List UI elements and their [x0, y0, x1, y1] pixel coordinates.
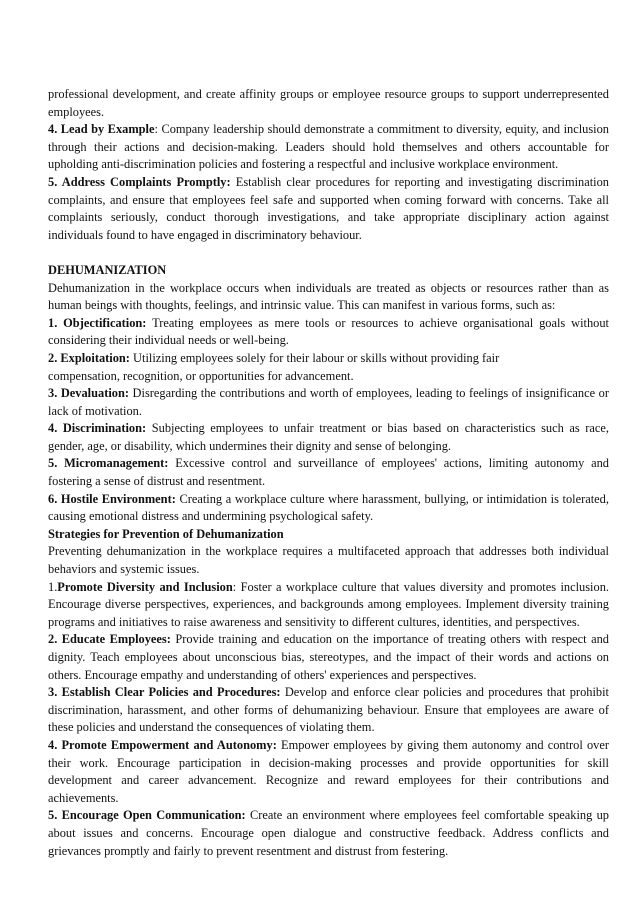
list-item-text: Empower employees by giving them autonomy and control over their work. Encourage participation in decision-making processes and provide opportunities for skill development and career advancement. Recognize and reward employees for their contributions and achievements.	[48, 737, 609, 805]
document-page	[48, 86, 609, 860]
list-item	[48, 385, 609, 420]
list-item	[48, 737, 609, 807]
list-item: 1.Promote Diversity and Inclusion: Foster a workplace culture that values diversity and promotes inclusion. Encourage diverse perspectives, experiences, and backgrounds among employees. Implement diversity training programs and initiatives to raise awareness and sensitivity to different cultures, identities, and perspectives.	[48, 579, 609, 629]
list-item-text: Develop and enforce clear policies and procedures that prohibit discrimination, harassment, and other forms of dehumanizing behaviour. Ensure that employees are aware of these policies and understand the consequences of violating them.	[48, 685, 609, 735]
list-item-label: 3. Devaluation:	[48, 386, 129, 401]
section-heading-strategies: Strategies for Prevention of Dehumanization	[48, 526, 284, 541]
intro-fragment: professional development, and create affinity groups or employee resource groups to support underrepresented employees.	[48, 87, 609, 119]
list-item	[48, 350, 609, 385]
list-item-text: Excessive control and surveillance of employees' actions, limiting autonomy and fostering a sense of distrust and resentment.	[48, 456, 609, 489]
list-item	[48, 315, 609, 350]
list-item	[48, 174, 609, 244]
list-item-number: 1.	[48, 579, 58, 594]
section-intro: Preventing dehumanization in the workplace requires a multifaceted approach that addresses both individual behaviors and systemic issues.	[48, 544, 609, 577]
list-item	[48, 420, 609, 455]
list-item	[48, 631, 609, 684]
list-item-label: 4. Lead by Example	[48, 122, 155, 137]
list-item-label: Promote Diversity and Inclusion	[57, 579, 233, 594]
list-item-text: Creating a workplace culture where harassment, bullying, or intimidation is tolerated, causing emotional distress and undermining psychological safety.	[48, 491, 609, 524]
list-item	[48, 455, 609, 490]
list-item-label: 5. Micromanagement:	[48, 456, 169, 471]
list-item-label: 6. Hostile Environment:	[48, 491, 176, 506]
list-item-text: Create an environment where employees feel comfortable speaking up about issues and concerns. Encourage open dialogue and constructive feedback. Address conflicts and grievances promptly and fairly to prevent resentment and distrust from festering.	[48, 808, 609, 858]
list-item-label: 1. Objectification:	[48, 315, 147, 330]
list-item-label: 5. Address Complaints Promptly:	[48, 174, 231, 189]
list-item-label: 2. Educate Employees:	[48, 632, 171, 647]
section-heading-dehumanization: DEHUMANIZATION	[48, 262, 167, 277]
list-item-text-continued: compensation, recognition, or opportunities for advancement.	[48, 368, 354, 383]
list-item-text: Subjecting employees to unfair treatment or bias based on characteristics such as race, gender, age, or disability, which undermines their dignity and sense of belonging.	[48, 421, 609, 453]
list-item-label: 3. Establish Clear Policies and Procedures:	[48, 685, 281, 700]
list-item-text: Disregarding the contributions and worth of employees, leading to feelings of insignificance or lack of motivation.	[48, 386, 609, 418]
list-item-label: 4. Discrimination:	[48, 421, 147, 436]
list-item: 4. Lead by Example: Company leadership should demonstrate a commitment to diversity, equity, and inclusion through their actions and decision-making. Leaders should hold themselves and others accountable for upholding anti-discrimination policies and fostering a respectful and inclusive workplace environment.	[48, 122, 609, 172]
list-item-text: Utilizing employees solely for their labour or skills without providing fair	[133, 350, 500, 365]
list-item	[48, 491, 609, 526]
list-item-text: Provide training and education on the importance of treating others with respect and dignity. Teach employees about unconscious bias, stereotypes, and the impact of their words and actions on others. Encourage empathy and understanding of others' experiences and perspectives.	[48, 632, 609, 682]
list-item-label: 5. Encourage Open Communication:	[48, 808, 246, 823]
list-item	[48, 807, 609, 860]
list-item-text: Foster a workplace culture that values diversity and promotes inclusion. Encourage diverse perspectives, experiences, and backgrounds among employees. Implement diversity training programs and initiatives to raise awareness and sensitivity to different cultures, identities, and perspectives.	[48, 579, 609, 629]
list-item-text: Treating employees as mere tools or resources to achieve organisational goals without considering their individual needs or well-being.	[48, 315, 609, 348]
list-item-text: Company leadership should demonstrate a commitment to diversity, equity, and inclusion through their actions and decision-making. Leaders should hold themselves and others accountable for upholding anti-discrimination policies and fostering a respectful and inclusive workplace environment.	[48, 122, 609, 172]
section-intro: Dehumanization in the workplace occurs when individuals are treated as objects or resources rather than as human beings with thoughts, feelings, and intrinsic value. This can manifest in various forms, such as:	[48, 280, 609, 313]
list-item-label: 2. Exploitation:	[48, 350, 130, 365]
list-item-label: 4. Promote Empowerment and Autonomy:	[48, 737, 277, 752]
list-item-text: Establish clear procedures for reporting and investigating discrimination complaints, and ensure that employees feel safe and supported when coming forward with concerns. Take all complaints seriously, conduct thorough investigations, and take appropriate disciplinary action against individuals found to have engaged in discriminatory behaviour.	[48, 174, 609, 242]
list-item	[48, 684, 609, 737]
